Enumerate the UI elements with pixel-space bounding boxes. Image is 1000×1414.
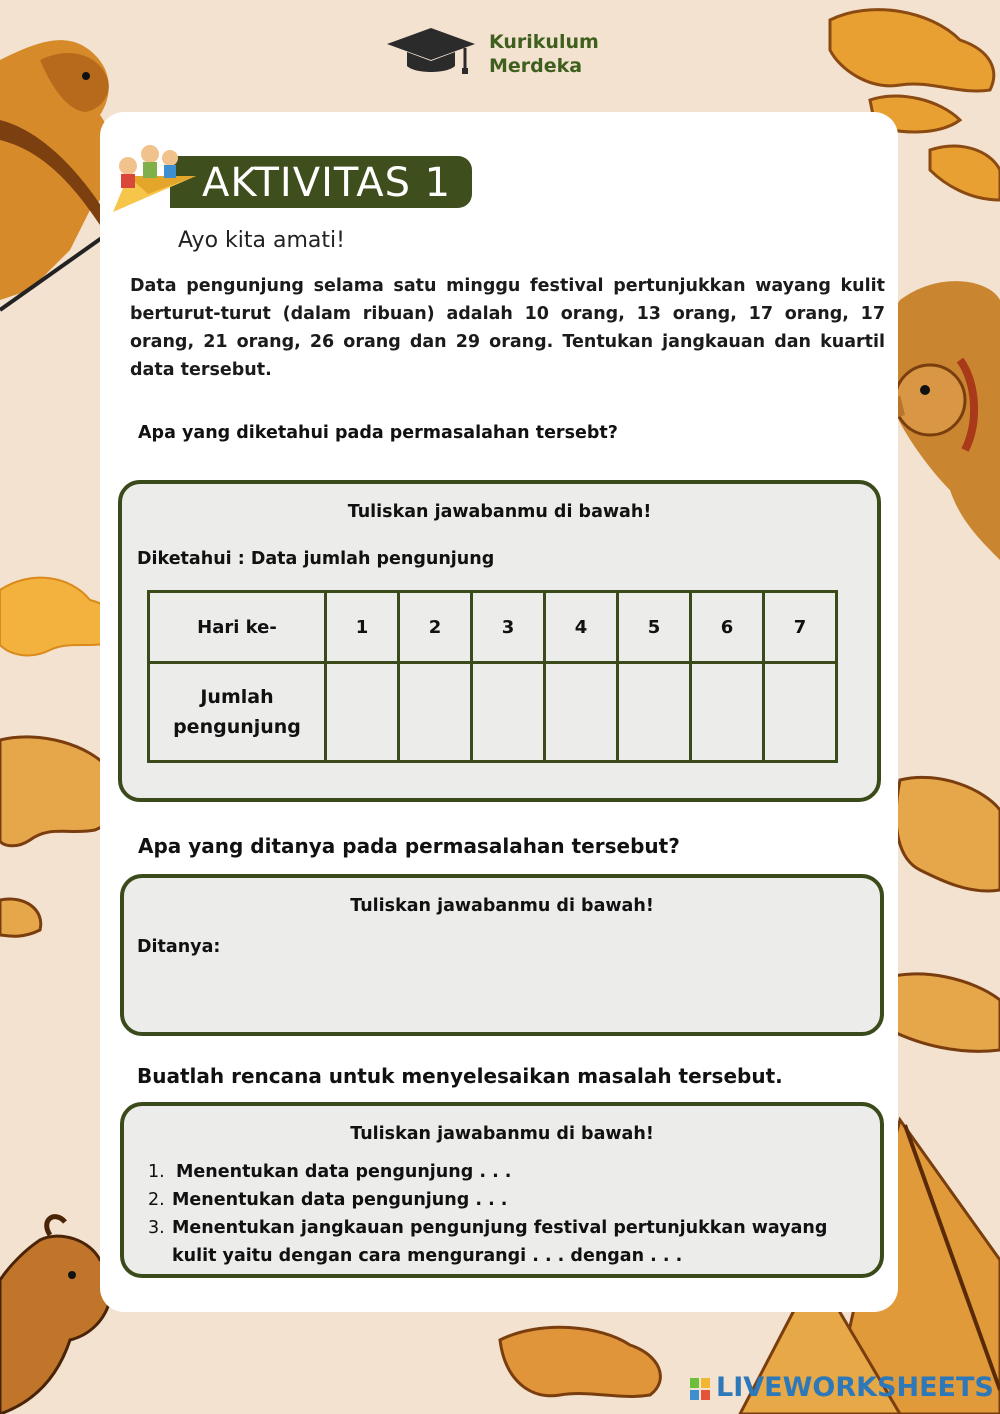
answer-box-asked[interactable] [120,874,884,1036]
list-item [148,1186,863,1214]
liveworksheets-icon [690,1378,710,1400]
list-text: Menentukan data pengunjung . . . [172,1190,508,1210]
day-cell: 6 [691,592,764,663]
asked-label: Ditanya: [137,937,221,957]
day-cell: 3 [472,592,545,663]
logo-line1: Kurikulum [489,31,599,53]
problem-statement: Data pengunjung selama satu minggu festival pertunjukkan wayang kulit berturut-turut (dalam ribuan) adalah 10 orang, 13 orang, 17 orang, 17 orang, 21 orang, 26 orang dan 29 orang. Tentukan jangkauan dan kuartil data tersebut. [130,276,885,380]
header-visitors-line1: Jumlah [200,686,274,708]
visitor-input-cell[interactable] [326,663,399,762]
visitor-input-cell[interactable] [399,663,472,762]
plan-list [148,1158,863,1270]
list-text: Menentukan data pengunjung . . . [176,1162,512,1182]
header-visitors-line2: pengunjung [173,716,301,738]
question-asked: Apa yang ditanya pada permasalahan tersebut? [138,834,680,858]
list-number: 2. [148,1190,165,1210]
logo-line2: Merdeka [489,55,583,77]
activity-title: AKTIVITAS 1 [202,160,452,206]
header-cell-visitors [149,663,326,762]
kids-paper-plane-icon [108,136,198,216]
visitor-input-cell[interactable] [618,663,691,762]
list-number: 3. [148,1218,165,1238]
visitor-input-cell[interactable] [764,663,837,762]
liveworksheets-brand[interactable]: LIVEWORKSHEETS [716,1372,994,1403]
graduation-cap-icon [385,26,477,78]
day-cell: 2 [399,592,472,663]
visitors-table [147,590,838,763]
visitor-input-cell[interactable] [472,663,545,762]
cloud-bottom-center-icon [500,1327,660,1396]
activity-subtitle: Ayo kita amati! [178,228,345,253]
day-cell: 7 [764,592,837,663]
table-row [149,592,837,663]
box-title: Tuliskan jawabanmu di bawah! [350,896,654,916]
kurikulum-merdeka-logo [385,26,625,82]
day-cell: 4 [545,592,618,663]
list-text: Menentukan jangkauan pengunjung festival pertunjukkan wayang kulit yaitu dengan cara mengurangi . . . dengan . . . [172,1218,828,1266]
box-title: Tuliskan jawabanmu di bawah! [350,1124,654,1144]
table-row [149,663,837,762]
day-cell: 1 [326,592,399,663]
box-title: Tuliskan jawabanmu di bawah! [347,502,652,522]
logo-text [489,30,599,78]
question-plan: Buatlah rencana untuk menyelesaikan masalah tersebut. [137,1064,783,1088]
list-item [148,1158,863,1186]
question-known: Apa yang diketahui pada permasalahan tersebt? [138,423,618,443]
day-cell: 5 [618,592,691,663]
header-cell-day: Hari ke- [149,592,326,663]
known-label: Diketahui : Data jumlah pengunjung [137,549,495,569]
visitor-input-cell[interactable] [545,663,618,762]
list-item [148,1214,863,1270]
visitor-input-cell[interactable] [691,663,764,762]
list-number: 1. [148,1162,165,1182]
